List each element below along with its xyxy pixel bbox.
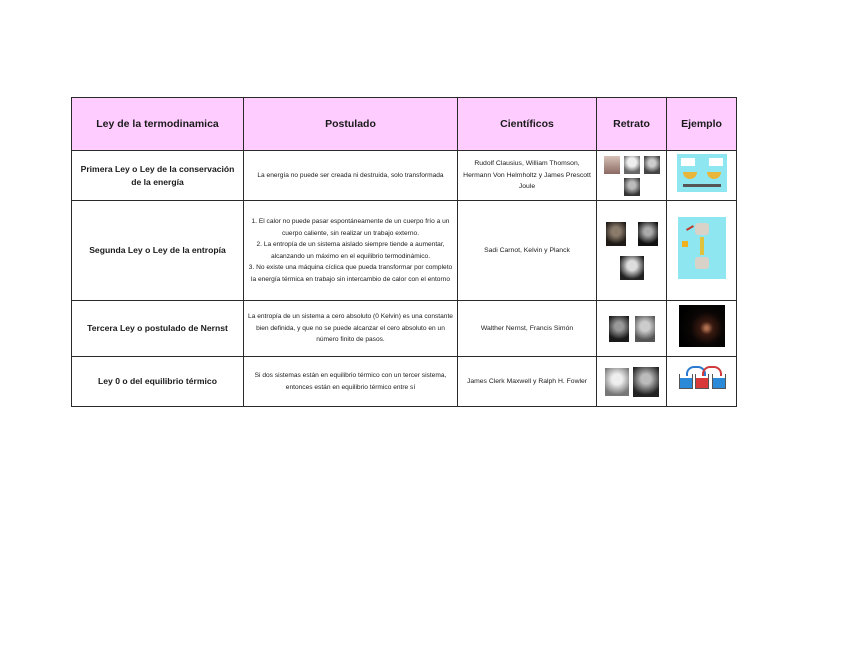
law-cell: Tercera Ley o postulado de Nernst — [72, 301, 244, 357]
portrait-image — [624, 156, 640, 174]
example-cell — [667, 201, 737, 301]
portrait-image — [644, 156, 660, 174]
thermodynamics-table — [71, 97, 737, 407]
portrait-image — [609, 316, 629, 342]
header-example: Ejemplo — [667, 98, 737, 151]
header-postulate: Postulado — [244, 98, 458, 151]
example-image — [677, 154, 727, 192]
postulate-item: 2. La entropía de un sistema aislado siempre tiende a aumentar, alcanzando un máximo en el equilibrio termodinámico. — [256, 241, 445, 260]
portrait-image — [624, 178, 640, 196]
portrait-image — [606, 222, 626, 246]
header-portrait: Retrato — [597, 98, 667, 151]
example-cell — [667, 151, 737, 201]
table-row-second-law — [72, 201, 737, 301]
header-row — [72, 98, 737, 151]
postulate-cell: La entropía de un sistema a cero absoluto (0 Kelvin) es una constante bien definida, y que no se puede alcanzar el cero absoluto en un número finito de pasos. — [244, 301, 458, 357]
portrait-cell — [597, 201, 667, 301]
header-law: Ley de la termodinamica — [72, 98, 244, 151]
postulate-item: 3. No existe una máquina cíclica que pueda transformar por completo la energía térmica en trabajo sin intercambio de calor con el entorno — [248, 264, 453, 283]
law-cell: Segunda Ley o Ley de la entropía — [72, 201, 244, 301]
example-image — [676, 364, 728, 394]
portrait-image — [620, 256, 644, 280]
postulate-cell: Si dos sistemas están en equilibrio térmico con un tercer sistema, entonces están en equilibrio térmico entre sí — [244, 357, 458, 407]
portrait-cell — [597, 151, 667, 201]
example-image — [679, 305, 725, 347]
header-scientists: Científicos — [458, 98, 597, 151]
table-row-first-law — [72, 151, 737, 201]
law-cell: Ley 0 o del equilibrio térmico — [72, 357, 244, 407]
scientists-cell: Sadi Carnot, Kelvin y Planck — [458, 201, 597, 301]
portrait-image — [638, 222, 658, 246]
postulate-cell — [244, 201, 458, 301]
table-row-third-law — [72, 301, 737, 357]
portrait-cell — [597, 301, 667, 357]
postulate-item: 1. El calor no puede pasar espontáneamente de un cuerpo frío a un cuerpo caliente, sin realizar un trabajo externo. — [251, 218, 450, 237]
scientists-cell: James Clerk Maxwell y Ralph H. Fowler — [458, 357, 597, 407]
portrait-image — [604, 156, 620, 174]
portrait-image — [635, 316, 655, 342]
table-row-zeroth-law — [72, 357, 737, 407]
portrait-image — [605, 368, 629, 396]
scientists-cell: Walther Nernst, Francis Simón — [458, 301, 597, 357]
scientists-cell: Rudolf Clausius, William Thomson, Hermann Von Helmholtz y James Prescott Joule — [458, 151, 597, 201]
postulate-cell: La energía no puede ser creada ni destruida, solo transformada — [244, 151, 458, 201]
law-cell: Primera Ley o Ley de la conservación de la energía — [72, 151, 244, 201]
example-image — [678, 217, 726, 279]
example-cell — [667, 357, 737, 407]
portrait-image — [633, 367, 659, 397]
example-cell — [667, 301, 737, 357]
portrait-cell — [597, 357, 667, 407]
